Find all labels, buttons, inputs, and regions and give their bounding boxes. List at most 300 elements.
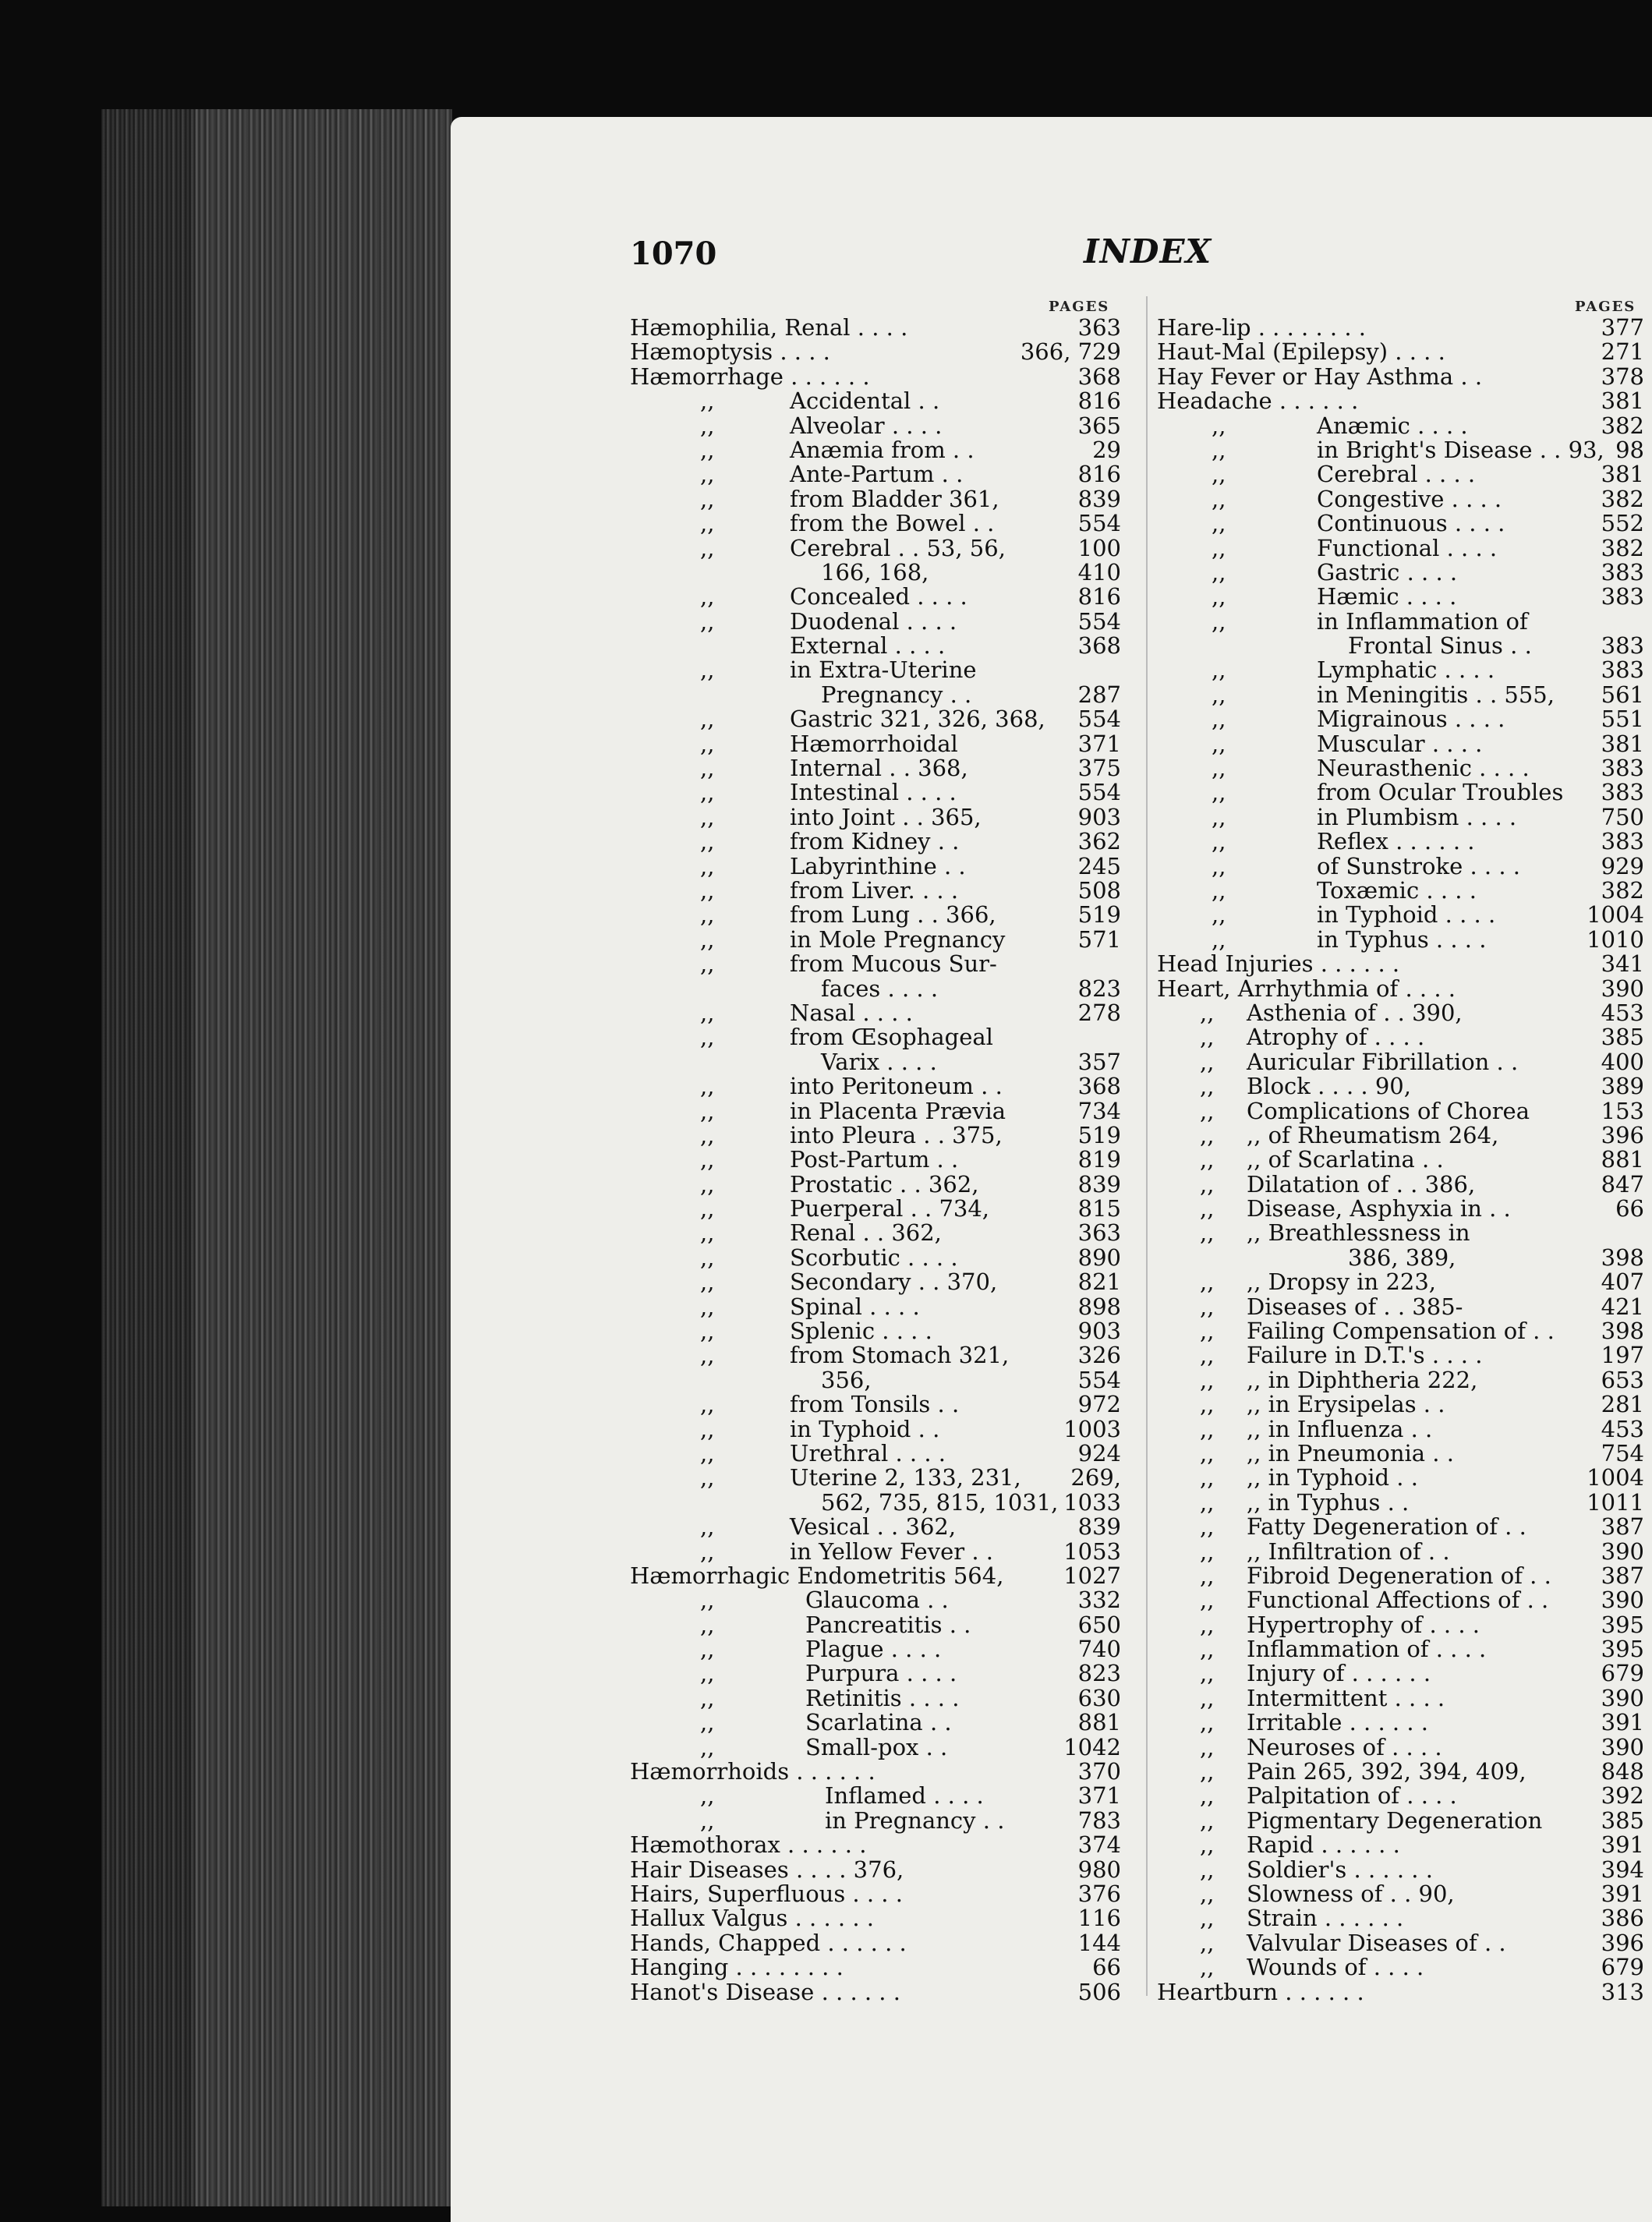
entry-term: Soldier's . . . . . . [1247,1856,1433,1883]
entry-pages: 1033 [1063,1488,1121,1516]
entry-term: Block . . . . 90, [1247,1073,1411,1100]
entry-term: Hæmothorax . . . . . . [630,1831,867,1859]
entry-pages: 357 [1077,1048,1121,1075]
index-entry [1157,1001,1644,1025]
entry-pages: 116 [1077,1905,1121,1932]
ditto-mark: ,, [700,1244,715,1271]
index-entry [630,1588,1121,1612]
entry-pages: 650 [1077,1611,1121,1638]
ditto-mark: ,, [700,1318,715,1345]
ditto-mark: ,, [1200,1806,1215,1834]
index-entry [630,1466,1121,1490]
ditto-mark: ,, [1212,803,1226,830]
entry-term: Plague . . . . [805,1636,942,1663]
entry-pages: 376 [1077,1881,1121,1907]
index-entry [630,780,1121,805]
entry-term: Wounds of . . . . [1247,1954,1424,1981]
entry-pages: 381 [1601,461,1644,488]
entry-term: Duodenal . . . . [790,607,957,635]
ditto-mark: ,, [1200,1905,1215,1932]
ditto-mark: ,, [1212,485,1226,512]
index-entry [630,1735,1121,1760]
entry-pages: 378 [1601,363,1644,390]
index-entry [1157,1980,1644,2004]
ditto-mark: ,, [700,779,715,806]
entry-term: from Lung . . 366, [790,901,996,929]
entry-pages: 385 [1601,1806,1644,1834]
entry-pages: 100 [1077,534,1121,561]
ditto-mark: ,, [700,1024,715,1051]
ditto-mark: ,, [1200,1464,1215,1491]
entry-term: Irritable . . . . . . [1247,1709,1429,1736]
entry-term: Ante-Partum . . [790,461,964,488]
entry-pages: 382 [1601,412,1644,439]
entry-pages: 390 [1601,1733,1644,1760]
entry-pages: 881 [1077,1709,1121,1736]
entry-pages: 980 [1077,1856,1121,1883]
ditto-mark: ,, [700,1537,715,1565]
entry-term: Gastric 321, 326, 368, [790,706,1045,733]
entry-term: Scorbutic . . . . [790,1244,958,1271]
entry-pages: 245 [1077,852,1121,879]
ditto-mark: ,, [1200,1636,1215,1663]
entry-pages: 396 [1601,1929,1644,1956]
entry-term: from Bladder 361, [790,485,999,512]
entry-term: Puerperal . . 734, [790,1195,990,1222]
entry-pages: 153 [1601,1097,1644,1124]
entry-term: in Pregnancy . . [825,1806,1005,1834]
index-entry [630,952,1121,976]
entry-pages: 903 [1077,1318,1121,1345]
entry-term: Failing Compensation of . . [1247,1318,1555,1345]
ditto-mark: ,, [1200,1831,1215,1859]
ditto-mark: ,, [700,436,715,463]
entry-pages: 929 [1601,852,1644,879]
ditto-mark: ,, [1200,1219,1215,1247]
ditto-mark: ,, [700,1806,715,1834]
entry-pages: 848 [1601,1758,1644,1785]
entry-pages: 1010 [1587,925,1644,953]
index-entry [1157,830,1644,854]
entry-pages: 144 [1077,1929,1121,1956]
entry-term: Small-pox . . [805,1733,948,1760]
entry-pages: 1042 [1063,1733,1121,1760]
entry-term: in Mole Pregnancy [790,925,1006,953]
column-divider [1146,296,1148,1996]
entry-pages: 341 [1601,950,1644,978]
index-entry [630,558,1121,586]
entry-term: Intermittent . . . . [1247,1684,1445,1711]
entry-pages: 368 [1077,1073,1121,1100]
index-entry [1157,780,1644,805]
index-entry [630,830,1121,854]
entry-term: in Extra-Uterine [790,656,977,684]
ditto-mark: ,, [1212,779,1226,806]
entry-pages: 881 [1601,1146,1644,1173]
entry-pages: 383 [1601,632,1644,660]
entry-term: Muscular . . . . [1317,730,1483,757]
ditto-mark: ,, [1200,1513,1215,1541]
ditto-mark: ,, [700,755,715,782]
entry-term: Hæmorrhoids . . . . . . [630,1758,876,1785]
entry-term: Pregnancy . . [821,681,972,708]
entry-pages: 362 [1077,828,1121,855]
index-entry [630,1515,1121,1539]
ditto-mark: ,, [1200,1121,1215,1148]
index-entry [630,1537,1121,1565]
index-entry [1157,1319,1644,1343]
index-entry [1157,1833,1644,1857]
entry-term: Internal . . 368, [790,755,968,782]
index-entry [1157,658,1644,682]
entry-term: of Sunstroke . . . . [1317,852,1520,879]
ditto-mark: ,, [700,1097,715,1124]
entry-pages: 561 [1601,681,1644,708]
page-number: 1070 [630,235,717,272]
entry-term: from Kidney . . [790,828,960,855]
entry-term: in Plumbism . . . . [1317,803,1517,830]
index-entry [630,1439,1121,1467]
index-entry [1157,1368,1644,1392]
index-entry [1157,732,1644,756]
entry-term: ,, Infiltration of . . [1247,1537,1450,1565]
index-entry [630,876,1121,904]
index-entry [630,414,1121,438]
entry-term: from the Bowel . . [790,510,995,537]
ditto-mark: ,, [700,1660,715,1687]
entry-term: Fibroid Degeneration of . . [1247,1562,1551,1589]
ditto-mark: ,, [1212,876,1226,904]
entry-term: Reflex . . . . . . [1317,828,1475,855]
index-entry [630,1099,1121,1123]
index-entry [1157,1537,1644,1565]
ditto-mark: ,, [700,999,715,1026]
ditto-mark: ,, [700,1587,715,1614]
ditto-mark: ,, [1200,1709,1215,1736]
entry-term: in Placenta Prævia [790,1097,1006,1124]
entry-term: Pancreatitis . . [805,1611,971,1638]
entry-term: Hairs, Superfluous . . . . [630,1881,903,1907]
entry-pages: 287 [1077,681,1121,708]
index-entry [630,1564,1121,1588]
ditto-mark: ,, [1212,901,1226,929]
index-entry [630,805,1121,830]
index-entry [630,1711,1121,1735]
ditto-mark: ,, [1200,1587,1215,1614]
index-entry [1157,1466,1644,1490]
ditto-mark: ,, [700,1170,715,1198]
entry-pages: 903 [1077,803,1121,830]
entry-term: in Typhoid . . [790,1415,940,1442]
index-column-left [630,316,1121,2004]
ditto-mark: ,, [700,876,715,904]
ditto-mark: ,, [700,1513,715,1541]
entry-pages: 554 [1077,706,1121,733]
ditto-mark: ,, [700,461,715,488]
entry-term: Disease, Asphyxia in . . [1247,1195,1511,1222]
entry-pages: 679 [1601,1954,1644,1981]
entry-term: Vesical . . 362, [790,1513,957,1541]
entry-term: Renal . . 362, [790,1219,942,1247]
entry-term: in Inflammation of [1317,607,1528,635]
entry-term: Hair Diseases . . . . 376, [630,1856,904,1883]
index-entry [630,1025,1121,1049]
ditto-mark: ,, [1200,1856,1215,1883]
index-entry [1157,1148,1644,1172]
index-entry [1157,316,1644,340]
entry-pages: 821 [1077,1268,1121,1296]
entry-term: Glaucoma . . [805,1587,949,1614]
ditto-mark: ,, [700,534,715,561]
index-entry [630,487,1121,511]
entry-term: in Meningitis . . 555, [1317,681,1555,708]
entry-pages: 382 [1601,534,1644,561]
index-entry [1157,340,1644,364]
ditto-mark: ,, [700,607,715,635]
entry-pages: 1004 [1587,1464,1644,1491]
index-entry [630,1488,1121,1516]
entry-pages: 1004 [1587,901,1644,929]
index-entry [630,1197,1121,1221]
entry-term: in Yellow Fever . . [790,1537,993,1565]
entry-pages: 383 [1601,656,1644,684]
ditto-mark: ,, [1200,1342,1215,1369]
index-entry [1157,1515,1644,1539]
entry-pages: 66 [1092,1954,1121,1981]
entry-pages: 421 [1601,1293,1644,1320]
index-entry [630,1686,1121,1711]
entry-pages: 816 [1077,387,1121,415]
index-entry [630,1270,1121,1294]
ditto-mark: ,, [1200,1439,1215,1467]
entry-pages: 816 [1077,583,1121,610]
index-entry [630,1806,1121,1834]
entry-term: Secondary . . 370, [790,1268,998,1296]
ditto-mark: ,, [1212,412,1226,439]
entry-pages: 271 [1601,338,1644,366]
index-entry [1157,462,1644,487]
entry-term: Injury of . . . . . . [1247,1660,1431,1687]
ditto-mark: ,, [1200,1611,1215,1638]
entry-pages: 552 [1601,510,1644,537]
index-entry [1157,1661,1644,1686]
index-entry [1157,365,1644,389]
ditto-mark: ,, [700,828,715,855]
ditto-mark: ,, [1200,1391,1215,1418]
index-entry [630,607,1121,635]
entry-pages: 66 [1615,1195,1644,1222]
index-entry [1157,1784,1644,1808]
ditto-mark: ,, [1212,510,1226,537]
ditto-mark: ,, [1200,1318,1215,1345]
entry-term: Nasal . . . . [790,999,913,1026]
entry-term: Auricular Fibrillation . . [1247,1048,1519,1075]
entry-pages: 383 [1601,755,1644,782]
ditto-mark: ,, [700,1146,715,1173]
entry-pages: 750 [1601,803,1644,830]
index-entry [1157,1588,1644,1612]
ditto-mark: ,, [1212,681,1226,708]
entry-pages: 890 [1077,1244,1121,1271]
ditto-mark: ,, [700,510,715,537]
entry-term: Varix . . . . [821,1048,937,1075]
index-entry [1157,1735,1644,1760]
entry-term: Concealed . . . . [790,583,967,610]
entry-term: in Bright's Disease . . 93, [1317,436,1604,463]
index-column-right [1157,316,1644,2004]
entry-term: ,, of Rheumatism 264, [1247,1121,1499,1148]
index-entry [630,1637,1121,1661]
entry-term: Pain 265, 392, 394, 409, [1247,1758,1526,1785]
index-entry [630,1246,1121,1270]
entry-term: Headache . . . . . . [1157,387,1359,415]
index-entry [1157,1050,1644,1074]
ditto-mark: ,, [700,1733,715,1760]
ditto-mark: ,, [1200,1146,1215,1173]
index-entry [630,1343,1121,1368]
index-entry [630,462,1121,487]
entry-term: Hæmoptysis . . . . [630,338,830,366]
index-entry [1157,585,1644,609]
entry-term: Asthenia of . . 390, [1247,999,1463,1026]
ditto-mark: ,, [700,656,715,684]
ditto-mark: ,, [1212,534,1226,561]
entry-pages: 898 [1077,1293,1121,1320]
entry-term: Strain . . . . . . [1247,1905,1404,1932]
entry-term: Hanging . . . . . . . . [630,1954,844,1981]
entry-pages: 390 [1601,1537,1644,1565]
entry-term: Hæmic . . . . [1317,583,1457,610]
index-entry [630,1931,1121,1955]
entry-pages: 377 [1601,314,1644,341]
entry-pages: 823 [1077,975,1121,1002]
entry-pages: 407 [1601,1268,1644,1296]
index-entry [630,1661,1121,1686]
entry-pages: 383 [1601,583,1644,610]
entry-pages: 554 [1077,1366,1121,1393]
ditto-mark: ,, [1212,828,1226,855]
ditto-mark: ,, [1200,1881,1215,1907]
ditto-mark: ,, [700,1636,715,1663]
index-entry [630,1368,1121,1392]
entry-term: Rapid . . . . . . [1247,1831,1400,1859]
entry-pages: 1027 [1063,1562,1121,1589]
page-title: INDEX [1084,232,1212,271]
index-entry [630,1319,1121,1343]
entry-term: ,, in Influenza . . [1247,1415,1433,1442]
index-entry [630,977,1121,1001]
ditto-mark: ,, [700,485,715,512]
entry-term: from Mucous Sur- [790,950,997,978]
index-entry [1157,1955,1644,1980]
entry-pages: 679 [1601,1660,1644,1687]
right-pages-label: PAGES [1575,299,1636,315]
entry-term: Heart, Arrhythmia of . . . . [1157,975,1456,1002]
index-entry [1157,1711,1644,1735]
ditto-mark: ,, [700,1439,715,1467]
ditto-mark: ,, [700,1219,715,1247]
index-entry [1157,1025,1644,1049]
entry-pages: 519 [1077,1121,1121,1148]
entry-term: Post-Partum . . [790,1146,959,1173]
entry-term: faces . . . . [821,975,939,1002]
index-entry [630,511,1121,536]
entry-term: Anæmic . . . . [1317,412,1468,439]
index-entry [1157,707,1644,731]
entry-pages: 453 [1601,1415,1644,1442]
ditto-mark: ,, [700,901,715,929]
index-entry [1157,1613,1644,1637]
index-entry [1157,1392,1644,1417]
entry-pages: 98 [1615,436,1644,463]
index-entry [1157,1760,1644,1784]
ditto-mark: ,, [700,412,715,439]
ditto-mark: ,, [1212,558,1226,586]
entry-term: Lymphatic . . . . [1317,656,1495,684]
entry-pages: 398 [1601,1318,1644,1345]
entry-pages: 839 [1077,1513,1121,1541]
entry-term: Continuous . . . . [1317,510,1505,537]
entry-term: Functional . . . . [1317,534,1498,561]
entry-pages: 398 [1601,1244,1644,1271]
entry-term: Accidental . . [790,387,940,415]
index-entry [1157,1858,1644,1882]
ditto-mark: ,, [1200,1660,1215,1687]
ditto-mark: ,, [1200,1684,1215,1711]
index-entry [1157,536,1644,561]
entry-term: into Joint . . 365, [790,803,982,830]
ditto-mark: ,, [700,925,715,953]
entry-pages: 1011 [1587,1488,1644,1516]
entry-pages: 381 [1601,387,1644,415]
entry-term: Alveolar . . . . [790,412,943,439]
ditto-mark: ,, [1200,1415,1215,1442]
entry-pages: 400 [1601,1048,1644,1075]
entry-term: Slowness of . . 90, [1247,1881,1455,1907]
index-entry [630,1833,1121,1857]
index-entry [630,438,1121,462]
entry-term: Anæmia from . . [790,436,975,463]
index-entry [1157,1931,1644,1955]
entry-term: Uterine 2, 133, 231, [790,1464,1021,1491]
index-entry [630,1417,1121,1442]
index-entry [630,1123,1121,1148]
entry-term: Frontal Sinus . . [1348,632,1532,660]
entry-term: Heartburn . . . . . . [1157,1978,1364,2005]
ditto-mark: ,, [700,1121,715,1148]
ditto-mark: ,, [700,1073,715,1100]
entry-term: from Ocular Troubles [1317,779,1564,806]
index-entry [1157,511,1644,536]
index-entry [630,1955,1121,1980]
index-entry [1157,1170,1644,1198]
index-entry [630,1221,1121,1245]
index-entry [1157,977,1644,1001]
index-entry [630,1858,1121,1882]
entry-pages: 374 [1077,1831,1121,1859]
entry-term: Prostatic . . 362, [790,1170,979,1198]
index-entry [1157,805,1644,830]
index-entry [1157,389,1644,413]
index-entry [630,1295,1121,1319]
index-entry [1157,1343,1644,1368]
index-entry [630,1906,1121,1930]
entry-term: in Typhus . . . . [1317,925,1487,953]
ditto-mark: ,, [1200,1537,1215,1565]
entry-term: Purpura . . . . [805,1660,957,1687]
entry-term: Diseases of . . 385- [1247,1293,1463,1320]
entry-pages: 281 [1601,1391,1644,1418]
